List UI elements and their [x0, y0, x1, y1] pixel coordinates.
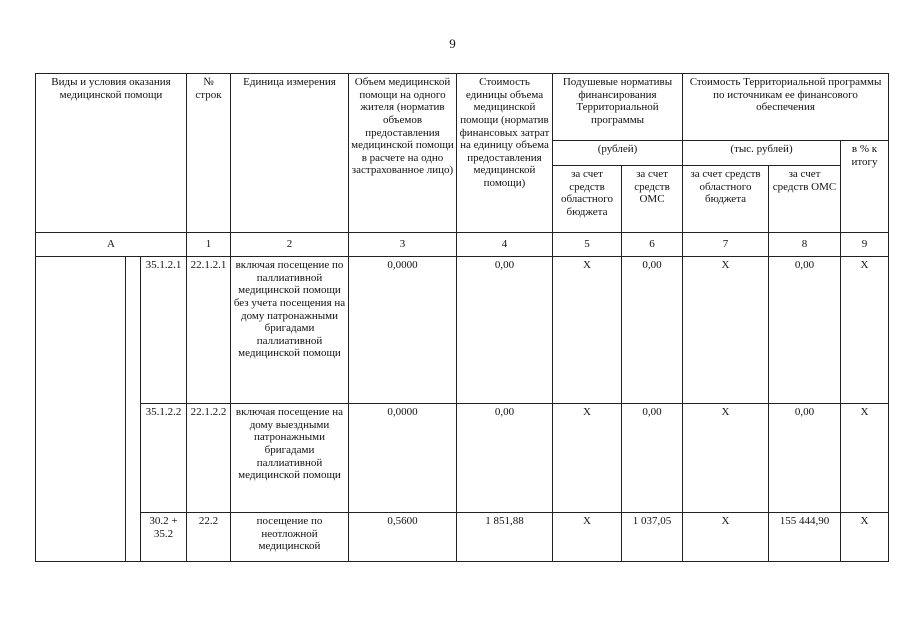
header-col-a: Виды и условия оказания медицинской помощи	[36, 74, 187, 233]
row-cost-oms: 155 444,90	[769, 513, 841, 562]
row-cost-budget: Х	[683, 404, 769, 513]
header-col-3: Объем медицинской помощи на одного жителя (норматив объемов предоставления медицинской помощи в расчете на одно застрахованное лицо)	[349, 74, 457, 233]
num-cell-9: 9	[841, 233, 889, 257]
header-units-norm: (рублей)	[553, 141, 683, 166]
row-code: 35.1.2.2	[141, 404, 187, 513]
row-unit: посещение по неотложной медицинской	[231, 513, 349, 562]
row-percent: Х	[841, 404, 889, 513]
row-unit: включая посещение на дому выездными патронажными бригадами паллиативной медицинской помощи	[231, 404, 349, 513]
row-unit-cost: 0,00	[457, 257, 553, 404]
num-cell-7: 7	[683, 233, 769, 257]
header-col-8: за счет средств ОМС	[769, 166, 841, 233]
row-norm-budget: Х	[553, 257, 622, 404]
num-cell-3: 3	[349, 233, 457, 257]
row-cost-budget: Х	[683, 257, 769, 404]
num-cell-8: 8	[769, 233, 841, 257]
row-norm-oms: 1 037,05	[622, 513, 683, 562]
page-number: 9	[449, 36, 456, 51]
row-line-number: 22.2	[187, 513, 231, 562]
row-code: 35.1.2.1	[141, 257, 187, 404]
row-unit-cost: 0,00	[457, 404, 553, 513]
header-col-1: № строк	[187, 74, 231, 233]
table-row	[36, 404, 889, 513]
num-cell-2: 2	[231, 233, 349, 257]
row-unit: включая посещение по паллиативной медицинской помощи без учета посещения на дому патронажными бригадами паллиативной медицинской помощи	[231, 257, 349, 404]
num-cell-a: А	[36, 233, 187, 257]
row-percent: Х	[841, 257, 889, 404]
row-volume: 0,5600	[349, 513, 457, 562]
table-row	[36, 257, 889, 404]
row-norm-oms: 0,00	[622, 257, 683, 404]
row-norm-oms: 0,00	[622, 404, 683, 513]
header-col-9: в % к итогу	[841, 141, 889, 233]
numbering-row	[36, 233, 889, 257]
row-unit-cost: 1 851,88	[457, 513, 553, 562]
row-norm-budget: Х	[553, 513, 622, 562]
table-row	[36, 513, 889, 562]
row-line-number: 22.1.2.1	[187, 257, 231, 404]
header-col-7: за счет средств областного бюджета	[683, 166, 769, 233]
row-line-number: 22.1.2.2	[187, 404, 231, 513]
num-cell-1: 1	[187, 233, 231, 257]
row-volume: 0,0000	[349, 257, 457, 404]
header-col-4: Стоимость единицы объема медицинской помощи (норматив финансовых затрат на единицу объема предоставления медицинской помощи)	[457, 74, 553, 233]
num-cell-4: 4	[457, 233, 553, 257]
header-group-norm: Подушевые нормативы финансирования Территориальной программы	[553, 74, 683, 141]
row-percent: Х	[841, 513, 889, 562]
header-col-2: Единица измерения	[231, 74, 349, 233]
empty-indent-cell	[36, 257, 126, 562]
num-cell-5: 5	[553, 233, 622, 257]
row-volume: 0,0000	[349, 404, 457, 513]
row-cost-budget: Х	[683, 513, 769, 562]
header-col-6: за счет средств ОМС	[622, 166, 683, 233]
header-col-5: за счет средств областного бюджета	[553, 166, 622, 233]
num-cell-6: 6	[622, 233, 683, 257]
empty-indent-cell	[126, 257, 141, 562]
header-group-cost: Стоимость Территориальной программы по источникам ее финансового обеспечения	[683, 74, 889, 141]
row-code: 30.2 + 35.2	[141, 513, 187, 562]
row-cost-oms: 0,00	[769, 404, 841, 513]
financing-table	[35, 73, 889, 562]
header-row-1	[36, 74, 889, 141]
row-norm-budget: Х	[553, 404, 622, 513]
header-units-cost: (тыс. рублей)	[683, 141, 841, 166]
row-cost-oms: 0,00	[769, 257, 841, 404]
